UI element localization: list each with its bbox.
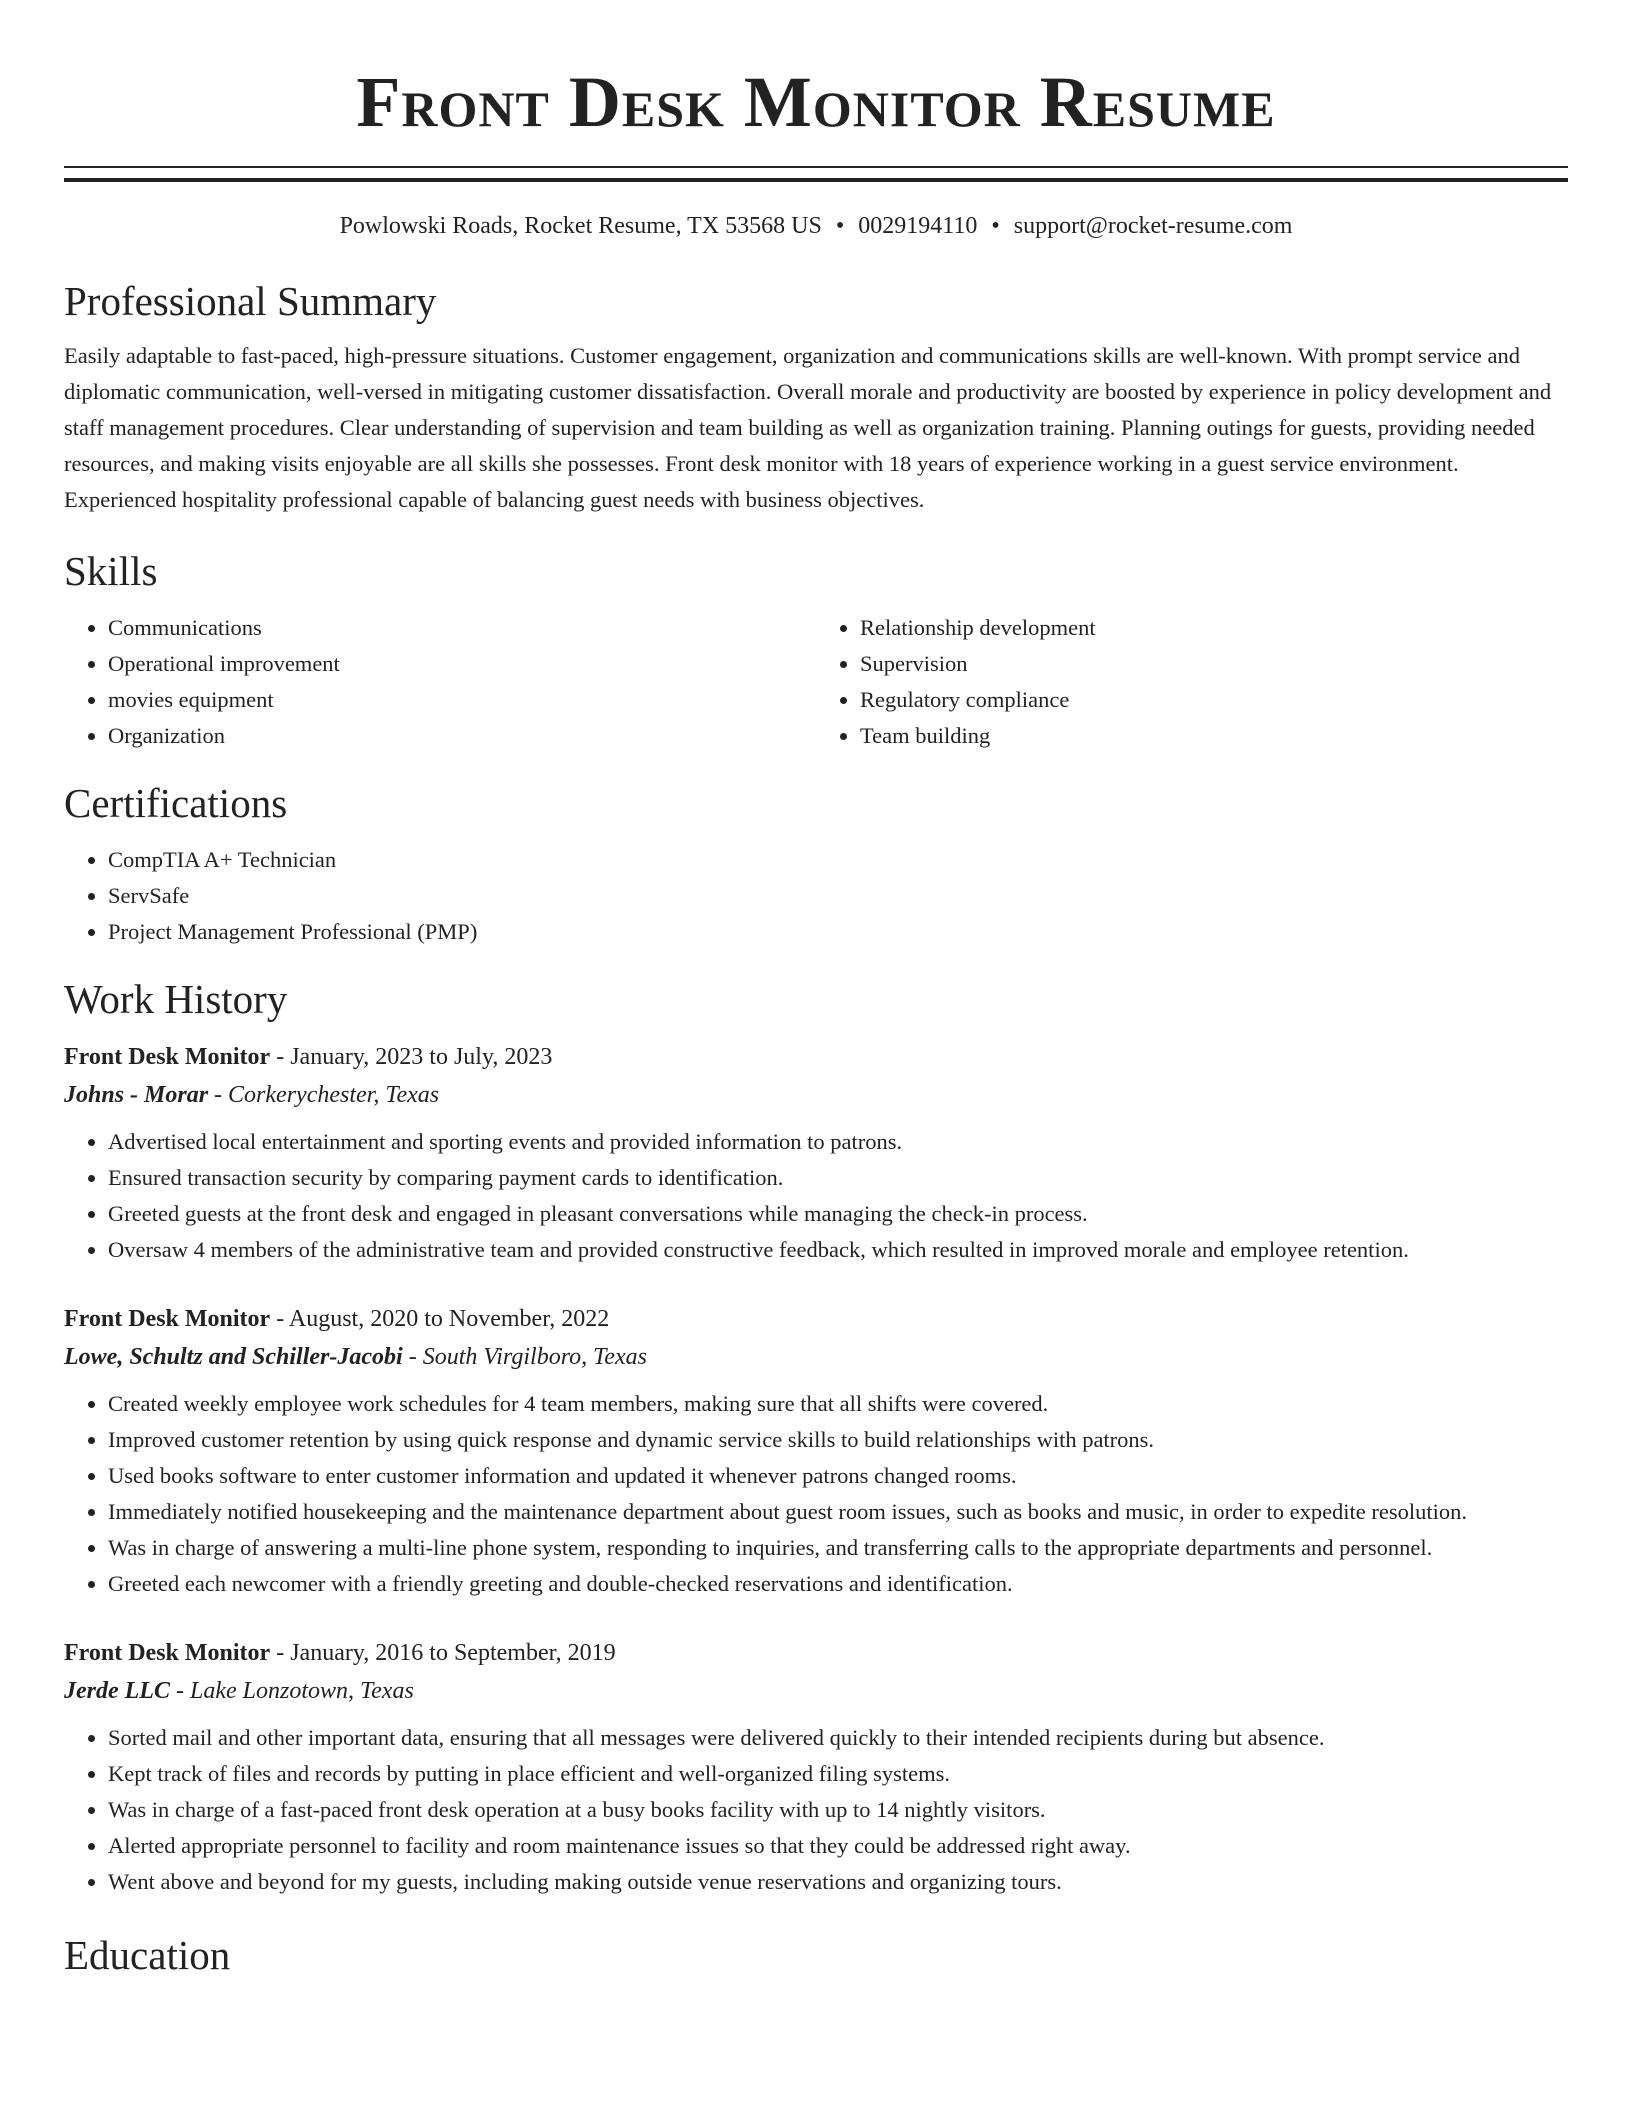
job-company-line: Jerde LLC - Lake Lonzotown, Texas: [64, 1678, 414, 1704]
skill-item: • Organization: [108, 718, 816, 754]
job-location: Corkerychester, Texas: [228, 1082, 440, 1108]
job-bullets: [64, 1720, 1568, 1900]
section-heading-education: Education: [64, 1932, 231, 1978]
job-bullet: • Alerted appropriate personnel to facility and room maintenance issues so that they could be addressed right away.: [108, 1828, 1568, 1864]
job-bullet: • Advertised local entertainment and sporting events and provided information to patrons.: [108, 1124, 1568, 1160]
skills-columns: [64, 610, 1568, 754]
resume-title: Front Desk Monitor Resume: [356, 62, 1276, 142]
contact-address: Powlowski Roads, Rocket Resume, TX 53568 US: [339, 213, 822, 239]
job-location: Lake Lonzotown, Texas: [189, 1678, 414, 1704]
job-bullet: • Greeted each newcomer with a friendly greeting and double-checked reservations and identification.: [108, 1566, 1568, 1602]
job-bullet: • Ensured transaction security by comparing payment cards to identification.: [108, 1160, 1568, 1196]
job-bullet: • Improved customer retention by using quick response and dynamic service skills to build relationships with patrons.: [108, 1422, 1568, 1458]
job-company-line: Lowe, Schultz and Schiller-Jacobi - South Virgilboro, Texas: [64, 1344, 647, 1370]
job-bullet: • Was in charge of a fast-paced front desk operation at a busy books facility with up to 14 nightly visitors.: [108, 1792, 1568, 1828]
job-title: Front Desk Monitor: [64, 1306, 271, 1332]
contact-line: [64, 210, 1568, 242]
skill-item: • Team building: [860, 718, 1568, 754]
job-entry: [64, 1038, 1568, 1268]
certification-item: • CompTIA A+ Technician: [108, 842, 1568, 878]
section-heading-skills: Skills: [64, 548, 158, 594]
job-company: Jerde LLC: [64, 1678, 170, 1704]
certification-item: • ServSafe: [108, 878, 1568, 914]
job-bullets: [64, 1386, 1568, 1602]
skills-list-right: [816, 610, 1568, 754]
job-company-line: Johns - Morar - Corkerychester, Texas: [64, 1082, 440, 1108]
job-title: Front Desk Monitor: [64, 1044, 271, 1070]
job-bullets: [64, 1124, 1568, 1268]
job-bullet: • Oversaw 4 members of the administrative team and provided constructive feedback, which resulted in improved morale and employee retention.: [108, 1232, 1568, 1268]
skill-item: • Regulatory compliance: [860, 682, 1568, 718]
job-company: Lowe, Schultz and Schiller-Jacobi: [64, 1344, 403, 1370]
certification-item: • Project Management Professional (PMP): [108, 914, 1568, 950]
title-double-rule: [64, 166, 1568, 182]
contact-separator: •: [991, 213, 1000, 239]
job-bullet: • Kept track of files and records by putting in place efficient and well-organized filing systems.: [108, 1756, 1568, 1792]
job-location: South Virgilboro, Texas: [422, 1344, 647, 1370]
job-bullet: • Used books software to enter customer information and updated it whenever patrons changed rooms.: [108, 1458, 1568, 1494]
job-bullet: • Sorted mail and other important data, ensuring that all messages were delivered quickly to their intended recipients during but absence.: [108, 1720, 1568, 1756]
job-bullet: • Went above and beyond for my guests, including making outside venue reservations and organizing tours.: [108, 1864, 1568, 1900]
contact-email: support@rocket-resume.com: [1013, 213, 1293, 239]
job-dates: January, 2023 to July, 2023: [290, 1044, 553, 1070]
section-heading-summary: Professional Summary: [64, 278, 437, 324]
section-heading-certifications: Certifications: [64, 780, 288, 826]
skill-item: • movies equipment: [108, 682, 816, 718]
skill-item: • Relationship development: [860, 610, 1568, 646]
contact-separator: •: [835, 213, 845, 239]
job-entry: [64, 1634, 1568, 1900]
job-title: Front Desk Monitor: [64, 1640, 271, 1666]
job-entry: [64, 1300, 1568, 1602]
job-bullet: • Created weekly employee work schedules for 4 team members, making sure that all shifts were covered.: [108, 1386, 1568, 1422]
section-heading-work-history: Work History: [64, 976, 288, 1022]
job-title-line: Front Desk Monitor - August, 2020 to November, 2022: [64, 1306, 610, 1332]
job-dates: January, 2016 to September, 2019: [290, 1640, 616, 1666]
certifications-list: [64, 842, 1568, 950]
skill-item: • Supervision: [860, 646, 1568, 682]
job-company: Johns - Morar: [64, 1082, 209, 1108]
job-bullet: • Greeted guests at the front desk and engaged in pleasant conversations while managing the check-in process.: [108, 1196, 1568, 1232]
job-title-line: Front Desk Monitor - January, 2016 to September, 2019: [64, 1640, 616, 1666]
job-title-line: Front Desk Monitor - January, 2023 to July, 2023: [64, 1044, 553, 1070]
skill-item: • Operational improvement: [108, 646, 816, 682]
contact-phone: 0029194110: [858, 213, 978, 239]
skill-item: • Communications: [108, 610, 816, 646]
job-dates: August, 2020 to November, 2022: [288, 1306, 610, 1332]
summary-text: Easily adaptable to fast-paced, high-pressure situations. Customer engagement, organization and communications skills are well-known. With prompt service and diplomatic communication, well-versed in mitigating customer dissatisfaction. Overall morale and productivity are boosted by experience in policy development and staff management procedures. Clear understanding of supervision and team building as well as organization training. Planning outings for guests, providing needed resources, and making visits enjoyable are all skills she possesses. Front desk monitor with 18 years of experience working in a guest service environment. Experienced hospitality professional capable of balancing guest needs with business objectives.: [64, 343, 1552, 512]
job-bullet: • Was in charge of answering a multi-line phone system, responding to inquiries, and transferring calls to the appropriate departments and personnel.: [108, 1530, 1568, 1566]
job-bullet: • Immediately notified housekeeping and the maintenance department about guest room issues, such as books and music, in order to expedite resolution.: [108, 1494, 1568, 1530]
skills-list-left: [64, 610, 816, 754]
